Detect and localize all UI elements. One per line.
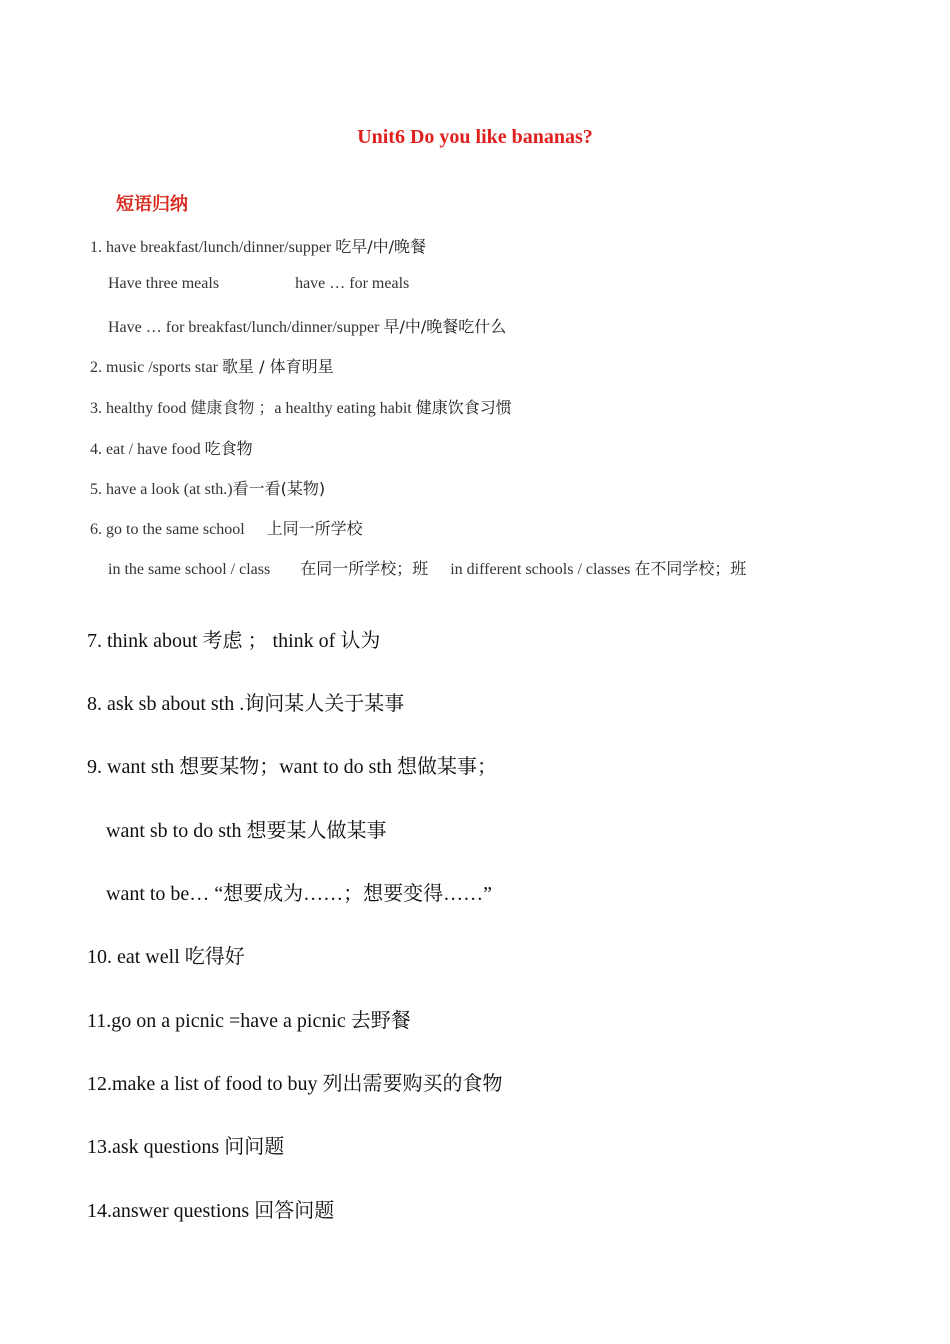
phrase-line: 11.go on a picnic =have a picnic 去野餐 [87, 1010, 411, 1032]
phrase-line: want sb to do sth 想要某人做某事 [106, 820, 387, 842]
phrase-en: Have three meals [108, 275, 220, 292]
phrase-line: 12.make a list of food to buy 列出需要购买的食物 [87, 1073, 503, 1095]
phrase-en: 4. eat / have food [90, 441, 201, 458]
phrase-zh: 在不同学校；班 [634, 559, 747, 578]
phrase-item [90, 395, 512, 418]
phrase-item [90, 516, 363, 539]
phrase-zh: 在同一所学校；班 [300, 559, 429, 578]
phrase-en: in the same school / class [108, 561, 271, 578]
phrase-zh: 吃食物 [204, 439, 253, 458]
phrase-en: 1. have breakfast/lunch/dinner/supper [90, 239, 332, 256]
phrase-en: Have … for breakfast/lunch/dinner/supper [108, 319, 380, 336]
section-heading: 短语归纳 [116, 194, 188, 215]
phrase-line: 10. eat well 吃得好 [87, 946, 245, 968]
phrase-en: in different schools / classes [450, 561, 631, 578]
phrase-item [90, 476, 325, 499]
phrase-en: 5. have a look (at sth.) [90, 481, 233, 498]
phrase-item [108, 314, 506, 337]
phrase-item [90, 436, 253, 459]
phrase-line: 13.ask questions 问问题 [87, 1136, 285, 1158]
phrase-zh: 上同一所学校 [266, 519, 363, 538]
phrase-line: 14.answer questions 回答问题 [87, 1200, 335, 1222]
phrase-item [90, 354, 334, 377]
page-title: Unit6 Do you like bananas? [357, 126, 593, 148]
phrase-line: 7. think about 考虑 ； think of 认为 [87, 630, 381, 652]
phrase-zh: 歌星 / 体育明星 [222, 357, 334, 376]
phrase-en: 3. healthy food 健康食物 ；a healthy eating habit [90, 400, 412, 417]
phrase-line: 9. want sth 想要某物；want to do sth 想做某事； [87, 756, 497, 778]
phrase-zh: 看一看(某物) [232, 479, 326, 498]
phrase-zh: 早/中/晚餐吃什么 [383, 317, 507, 336]
phrase-line: 8. ask sb about sth .询问某人关于某事 [87, 693, 405, 715]
phrase-line: want to be… “想要成为……；想要变得……” [106, 883, 493, 905]
phrase-en: 2. music /sports star [90, 359, 218, 376]
phrase-en: have … for meals [295, 275, 410, 292]
phrase-en: 6. go to the same school [90, 521, 245, 538]
phrase-zh: 吃早/中/晚餐 [335, 237, 427, 256]
phrase-zh: 健康饮食习惯 [415, 398, 512, 417]
phrase-item [108, 275, 409, 293]
phrase-item [90, 234, 426, 257]
phrase-item [108, 556, 746, 579]
